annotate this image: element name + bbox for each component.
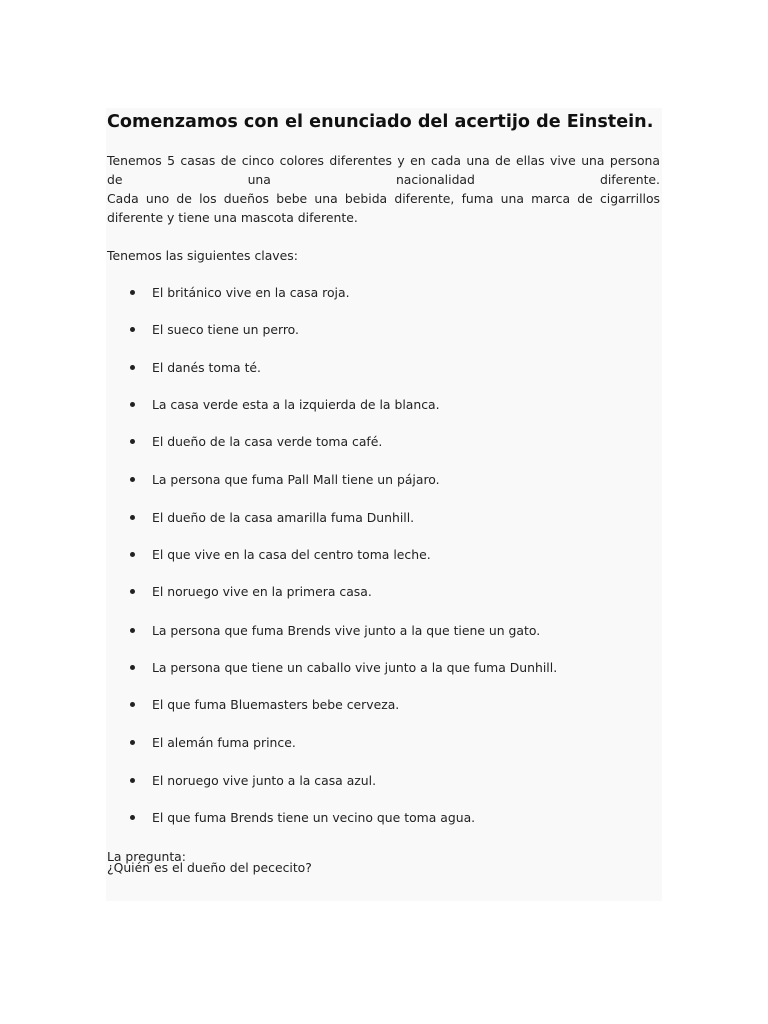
claves-label: Tenemos las siguientes claves: bbox=[107, 248, 298, 263]
clue-text: El que fuma Bluemasters bebe cerveza. bbox=[152, 697, 400, 712]
bullet-icon bbox=[130, 439, 135, 444]
intro-paragraph bbox=[107, 151, 660, 227]
clue-text: El que vive en la casa del centro toma leche. bbox=[152, 547, 431, 562]
question-label: La pregunta: bbox=[107, 849, 186, 864]
bullet-icon bbox=[130, 815, 135, 820]
intro-line: Tenemos 5 casas de cinco colores diferentes y en cada una de ellas vive una persona bbox=[107, 153, 660, 168]
bullet-icon bbox=[130, 778, 135, 783]
bullet-icon bbox=[130, 702, 135, 707]
clue-text: El dueño de la casa amarilla fuma Dunhill. bbox=[152, 510, 415, 525]
bullet-icon bbox=[130, 589, 135, 594]
intro-line: Cada uno de los dueños bebe una bebida diferente, fuma una marca de cigarrillos bbox=[107, 191, 660, 206]
bullet-icon bbox=[130, 740, 135, 745]
bullet-icon bbox=[130, 552, 135, 557]
clue-text: La persona que tiene un caballo vive junto a la que fuma Dunhill. bbox=[152, 660, 558, 675]
clue-text: El que fuma Brends tiene un vecino que toma agua. bbox=[152, 810, 476, 825]
bullet-icon bbox=[130, 477, 135, 482]
bullet-icon bbox=[130, 665, 135, 670]
clue-text: El dueño de la casa verde toma café. bbox=[152, 434, 383, 449]
question-text: ¿Quién es el dueño del pececito? bbox=[107, 860, 312, 875]
clue-text: El alemán fuma prince. bbox=[152, 735, 296, 750]
intro-line: diferente y tiene una mascota diferente. bbox=[107, 210, 358, 225]
clue-text: El británico vive en la casa roja. bbox=[152, 285, 350, 300]
bullet-icon bbox=[130, 515, 135, 520]
bullet-icon bbox=[130, 327, 135, 332]
clue-text: La persona que fuma Pall Mall tiene un pájaro. bbox=[152, 472, 440, 487]
bullet-icon bbox=[130, 290, 135, 295]
document-heading: Comenzamos con el enunciado del acertijo de Einstein. bbox=[107, 112, 654, 132]
clue-text: El noruego vive junto a la casa azul. bbox=[152, 773, 377, 788]
bullet-icon bbox=[130, 402, 135, 407]
clue-text: La persona que fuma Brends vive junto a la que tiene un gato. bbox=[152, 623, 541, 638]
clue-text: El danés toma té. bbox=[152, 360, 261, 375]
clue-text: La casa verde esta a la izquierda de la blanca. bbox=[152, 397, 440, 412]
bullet-icon bbox=[130, 628, 135, 633]
clue-text: El sueco tiene un perro. bbox=[152, 322, 299, 337]
intro-line: de una nacionalidad diferente. bbox=[107, 172, 660, 187]
clue-text: El noruego vive en la primera casa. bbox=[152, 584, 372, 599]
bullet-icon bbox=[130, 365, 135, 370]
